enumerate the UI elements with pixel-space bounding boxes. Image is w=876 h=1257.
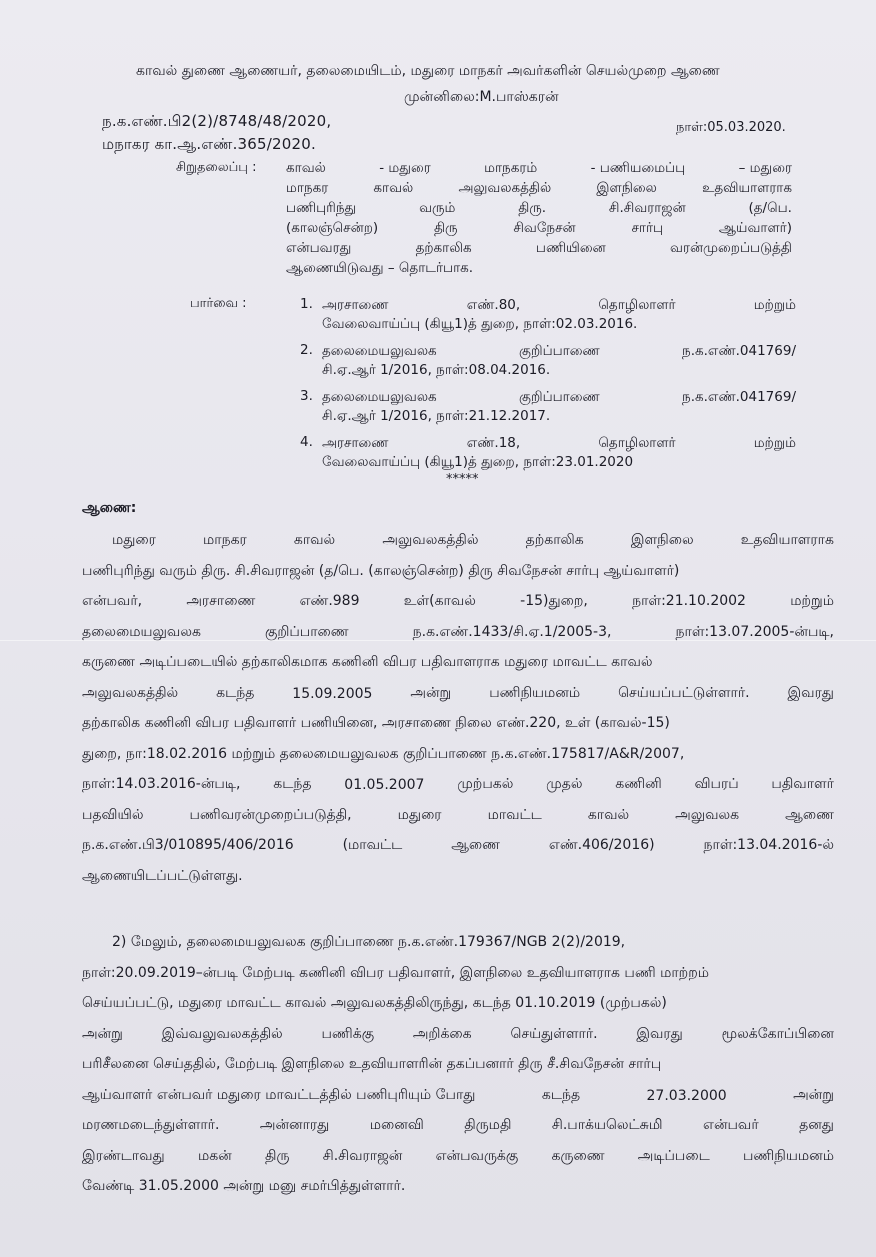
reference-item <box>300 296 796 334</box>
word: வரன்முறைப்படுத்தி <box>670 240 792 256</box>
text-line <box>82 648 834 679</box>
word: 01.05.2007 <box>344 777 425 794</box>
text-line <box>82 1111 834 1142</box>
word: 27.03.2000 <box>646 1087 727 1104</box>
word: கடந்த <box>541 1086 581 1103</box>
word: மற்றும் <box>753 435 796 451</box>
text-line <box>82 679 834 710</box>
word: எண்.18, <box>466 435 521 451</box>
reference-number: 3. <box>300 388 313 404</box>
word: (காலஞ்சென்ற) <box>286 220 379 236</box>
order-paragraph-1 <box>82 526 834 892</box>
word: தனது <box>799 1117 834 1134</box>
word: ந.க.எண்.041769/ <box>682 343 796 359</box>
word: சி.ஏ.ஆர் 1/2016, நாள்:21.12.2017. <box>322 408 551 424</box>
word: தற்காலிக <box>415 240 472 256</box>
word: பணிநியமனம் <box>743 1147 834 1164</box>
word: தலைமையலுவலக <box>322 389 437 405</box>
word: முற்பகல் <box>457 776 514 793</box>
word: நாள்:13.04.2016-ல் <box>703 837 834 854</box>
references-label: பார்வை : <box>190 296 247 311</box>
word: ந.க.எண்.041769/ <box>682 389 796 405</box>
header-line1: காவல் துணை ஆணையர், தலைமையிடம், மதுரை மாநகர் அவர்களின் செயல்முறை ஆணை <box>136 63 720 79</box>
text-line <box>322 388 796 407</box>
word: தொழிலாளர் <box>598 297 676 313</box>
text-line <box>286 178 792 198</box>
word: நாள்:21.10.2002 <box>632 593 746 610</box>
word: இவ்வலுவலகத்தில் <box>161 1025 283 1042</box>
word: பதவியில் <box>82 806 144 823</box>
word: வேலைவாய்ப்பு (கியூ1)த் துறை, நாள்:23.01.2020 <box>322 454 634 470</box>
word: ஆய்வாளர் என்பவர் மதுரை மாவட்டத்தில் பணிபுரியும் போது <box>82 1086 476 1103</box>
word: நாள்:20.09.2019–ன்படி மேற்படி கணினி விபர பதிவாளர், இளநிலை உதவியாளராக பணி மாற்றம் <box>82 964 709 981</box>
text-line <box>322 342 796 361</box>
text-line <box>322 453 796 472</box>
word: என்பவருக்கு <box>435 1147 519 1164</box>
word: அரசாணை <box>186 593 256 610</box>
word: பணிபுரிந்து <box>286 200 357 216</box>
word: கணினி <box>615 776 662 793</box>
text-line <box>82 740 834 771</box>
word: மாநகர <box>286 180 329 196</box>
header-line2: முன்னிலை:M.பாஸ்கரன் <box>404 89 559 105</box>
references-list <box>300 296 796 480</box>
text-line <box>286 258 792 278</box>
stars-separator: ***** <box>446 472 479 487</box>
text-line <box>322 296 796 315</box>
word: உதவியாளராக <box>702 180 792 196</box>
text-line <box>82 770 834 801</box>
word: ந.க.எண்.1433/சி.ஏ.1/2005-3, <box>412 623 612 640</box>
order-label: ஆணை: <box>82 500 137 516</box>
word: உள்(காவல் <box>403 593 476 610</box>
file-number: ந.க.எண்.பி2(2)/8748/48/2020, <box>102 112 332 130</box>
text-line <box>82 862 834 893</box>
text-line <box>322 407 796 426</box>
word: இளநிலை <box>630 532 694 549</box>
text-line <box>82 1020 834 1051</box>
word: அலுவலகத்தில் <box>82 684 179 701</box>
subject-text <box>286 158 792 278</box>
word: அன்று <box>82 1025 123 1042</box>
text-line <box>82 989 834 1020</box>
word: அலுவலகத்தில் <box>382 532 479 549</box>
word: ஆணையிடுவது – தொடர்பாக. <box>286 260 474 276</box>
word: அலுவலக <box>675 806 740 823</box>
text-line <box>82 928 834 959</box>
word: அன்று <box>793 1086 834 1103</box>
word: பணியினை <box>535 240 606 256</box>
word: பணிக்கு <box>321 1025 375 1042</box>
word: மகன் <box>197 1147 232 1164</box>
word: தற்காலிக கணினி விபர பதிவாளர் பணியினை, அரசாணை நிலை எண்.220, உள் (காவல்-15) <box>82 715 670 732</box>
text-line <box>82 1050 834 1081</box>
text-line <box>82 618 834 649</box>
text-line <box>286 158 792 178</box>
word: (மாவட்ட <box>342 837 403 854</box>
reference-item <box>300 342 796 380</box>
word: மதுரை <box>112 532 156 549</box>
word: மாநகர <box>203 532 247 549</box>
word: மாவட்ட <box>487 806 542 823</box>
word: அலுவலகத்தில் <box>458 180 552 196</box>
word: வரும் <box>419 200 456 216</box>
word: - மதுரை <box>379 160 431 176</box>
word: எண்.406/2016) <box>548 837 655 854</box>
word: குறிப்பாணை <box>264 623 349 640</box>
word: சிவநேசன் <box>513 220 576 236</box>
word: - பணியமைப்பு <box>590 160 686 176</box>
word: – மதுரை <box>738 160 792 176</box>
word: பணிபுரிந்து வரும் திரு. சி.சிவராஜன் (த/பெ. (காலஞ்சென்ற) திரு சிவநேசன் சார்பு ஆய்வாளர்) <box>82 562 680 579</box>
word: சார்பு <box>631 220 664 236</box>
word: கடந்த <box>216 684 255 701</box>
word: தற்காலிக <box>525 532 584 549</box>
city-number: மநாகர கா.ஆ.எண்.365/2020. <box>102 135 316 153</box>
word: ந.க.எண்.பி3/010895/406/2016 <box>82 837 294 854</box>
word: திருமதி <box>464 1117 512 1134</box>
word: விபரப் <box>694 776 739 793</box>
word: ஆய்வாளர்) <box>718 220 792 236</box>
text-line <box>286 238 792 258</box>
word: சி.சிவராஜன் <box>608 200 686 216</box>
word: கருணை <box>551 1147 605 1164</box>
word: என்பவர் <box>703 1117 759 1134</box>
word: உதவியாளராக <box>740 532 834 549</box>
text-line <box>82 709 834 740</box>
reference-item <box>300 434 796 472</box>
word: மனைவி <box>369 1117 424 1134</box>
text-line <box>82 526 834 557</box>
word: திரு <box>433 220 458 236</box>
reference-number: 4. <box>300 434 313 450</box>
word: பரிசீலனை செய்ததில், மேற்படி இளநிலை உதவியாளரின் தகப்பனார் திரு சீ.சிவநேசன் சார்பு <box>82 1056 662 1073</box>
word: கருணை அடிப்படையில் தற்காலிகமாக கணினி விபர பதிவாளராக மதுரை மாவட்ட காவல் <box>82 654 653 671</box>
word: தொழிலாளர் <box>598 435 676 451</box>
subject-label: சிறுதலைப்பு : <box>176 160 257 175</box>
word: மற்றும் <box>753 297 796 313</box>
text-line <box>286 198 792 218</box>
text-line <box>322 315 796 334</box>
word: துறை, நா:18.02.2016 மற்றும் தலைமையலுவலக குறிப்பாணை ந.க.எண்.175817/A&R/2007, <box>82 745 685 762</box>
word: சி.ஏ.ஆர் 1/2016, நாள்:08.04.2016. <box>322 362 551 378</box>
word: மாநகரம் <box>484 160 538 176</box>
text-line <box>82 1172 834 1203</box>
word: செய்துள்ளார். <box>510 1025 598 1042</box>
word: அறிக்கை <box>412 1025 472 1042</box>
word: அன்று <box>410 684 452 701</box>
text-line <box>82 831 834 862</box>
word: குறிப்பாணை <box>519 389 600 405</box>
text-line <box>322 361 796 380</box>
word: என்பவரது <box>286 240 352 256</box>
word: ஆணையிடப்பட்டுள்ளது. <box>82 867 243 884</box>
word: காவல் <box>286 160 326 176</box>
word: வேலைவாய்ப்பு (கியூ1)த் துறை, நாள்:02.03.2016. <box>322 316 638 332</box>
text-line <box>286 218 792 238</box>
word: தலைமையலுவலக <box>322 343 437 359</box>
word: ஆணை <box>451 837 500 854</box>
word: 2) மேலும், தலைமையலுவலக குறிப்பாணை ந.க.எண்.179367/NGB 2(2)/2019, <box>112 934 626 951</box>
word: காவல் <box>293 532 336 549</box>
text-line <box>82 801 834 832</box>
text-line <box>322 434 796 453</box>
word: காவல் <box>587 806 630 823</box>
word: நாள்:13.07.2005-ன்படி, <box>675 623 834 640</box>
order-date: நாள்:05.03.2020. <box>676 120 786 135</box>
word: திரு. <box>518 200 547 216</box>
page-fold <box>0 640 876 641</box>
word: என்பவர், <box>82 593 143 610</box>
text-line <box>82 959 834 990</box>
word: எண்.989 <box>299 593 360 610</box>
word: 15.09.2005 <box>292 685 373 702</box>
word: மதுரை <box>397 806 442 823</box>
text-line <box>82 557 834 588</box>
reference-number: 2. <box>300 342 313 358</box>
word: ஆணை <box>785 806 834 823</box>
word: சி.பாக்யலெட்சுமி <box>551 1117 663 1134</box>
word: -15)துறை, <box>520 593 588 610</box>
text-line <box>82 1142 834 1173</box>
reference-item <box>300 388 796 426</box>
word: அரசாணை <box>322 435 389 451</box>
word: குறிப்பாணை <box>519 343 600 359</box>
word: செய்யப்பட்டுள்ளார். <box>618 684 750 701</box>
word: கடந்த <box>273 776 312 793</box>
word: தலைமையலுவலக <box>82 623 201 640</box>
order-paragraph-2 <box>82 928 834 1203</box>
word: இவரது <box>787 684 834 701</box>
word: (த/பெ. <box>748 200 792 216</box>
word: இளநிலை <box>596 180 657 196</box>
word: அரசாணை <box>322 297 389 313</box>
word: பணிநியமனம் <box>489 684 581 701</box>
word: காவல் <box>373 180 414 196</box>
text-line <box>82 1081 834 1112</box>
word: எண்.80, <box>466 297 521 313</box>
word: இரண்டாவது <box>82 1147 165 1164</box>
word: வேண்டி 31.05.2000 அன்று மனு சமர்பித்துள்ளார். <box>82 1178 406 1195</box>
word: பதிவாளர் <box>771 776 834 793</box>
word: முதல் <box>546 776 583 793</box>
word: இவரது <box>636 1025 683 1042</box>
word: மற்றும் <box>790 593 834 610</box>
word: சி.சிவராஜன் <box>322 1147 403 1164</box>
word: நாள்:14.03.2016-ன்படி, <box>82 776 241 793</box>
text-line <box>82 587 834 618</box>
word: திரு <box>265 1147 290 1164</box>
word: மூலக்கோப்பினை <box>721 1025 834 1042</box>
word: செய்யப்பட்டு, மதுரை மாவட்ட காவல் அலுவலகத்திலிருந்து, கடந்த 01.10.2019 (முற்பகல்) <box>82 995 667 1012</box>
word: பணிவரன்முறைப்படுத்தி, <box>189 806 352 823</box>
word: அடிப்படை <box>637 1147 710 1164</box>
word: மரணமடைந்துள்ளார். <box>82 1117 220 1134</box>
word: அன்னாரது <box>259 1117 330 1134</box>
reference-number: 1. <box>300 296 313 312</box>
